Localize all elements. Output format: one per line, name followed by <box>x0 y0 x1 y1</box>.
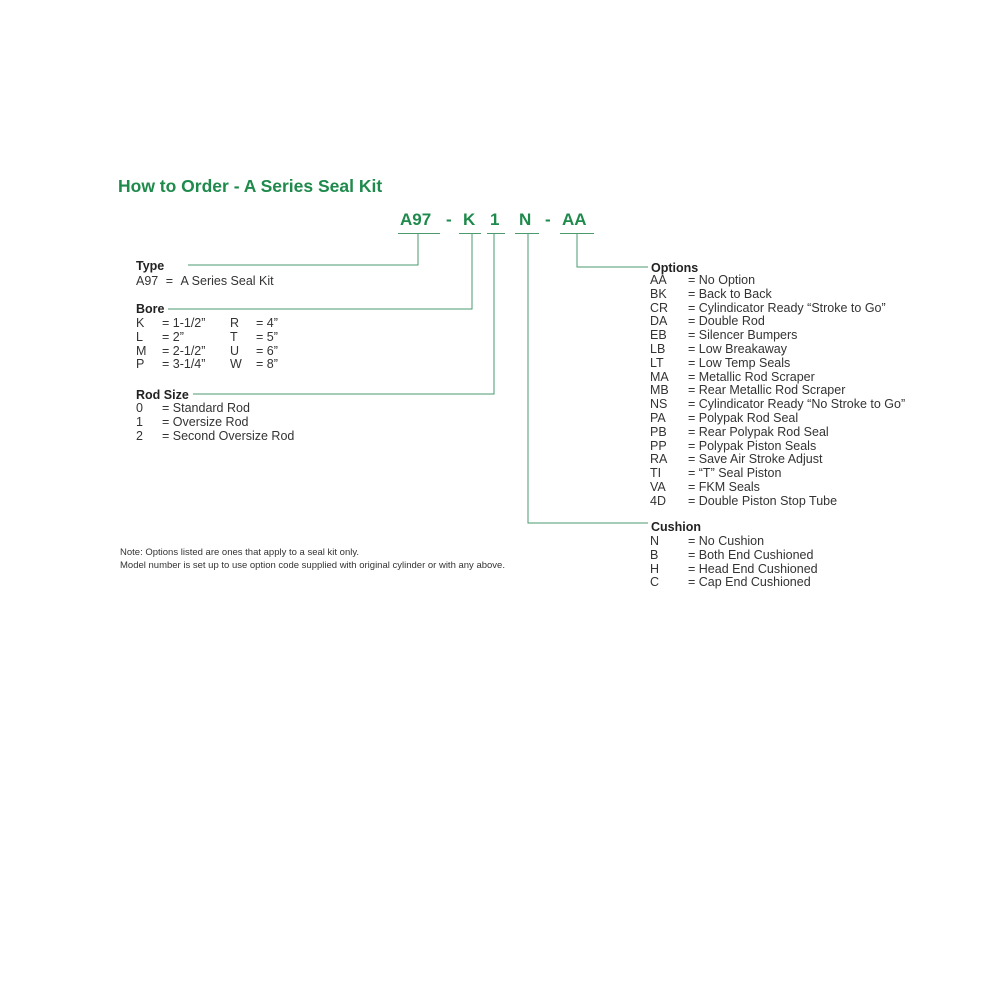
option-code: PB <box>650 424 667 439</box>
cushion-leader-line <box>528 233 648 523</box>
option-desc: = Save Air Stroke Adjust <box>688 452 823 467</box>
option-desc: = Metallic Rod Scraper <box>688 369 815 384</box>
options-leader-line <box>577 233 648 267</box>
option-desc: = No Option <box>688 273 756 287</box>
bore-row <box>136 331 278 345</box>
option-desc: = Polypak Piston Seals <box>688 438 817 453</box>
bore-leader-line <box>165 233 472 309</box>
list-item <box>650 398 905 412</box>
bore-code: W <box>230 357 242 372</box>
cushion-heading: Cushion <box>651 520 701 534</box>
bore-code: T <box>230 329 238 344</box>
list-item <box>650 274 905 288</box>
list-item <box>136 430 294 444</box>
bore-value: = 3-1/4” <box>162 357 206 372</box>
code-separator: - <box>446 210 452 229</box>
option-desc: = Cylindicator Ready “Stroke to Go” <box>688 300 886 315</box>
bore-row <box>136 345 278 359</box>
note-line: Model number is set up to use option code supplied with original cylinder or with any above. <box>120 560 505 571</box>
bore-value: = 2” <box>162 329 184 344</box>
bore-code: U <box>230 343 240 358</box>
cushion-code: N <box>650 534 660 548</box>
option-desc: = Silencer Bumpers <box>688 328 798 343</box>
list-item <box>650 302 905 316</box>
cushion-code: C <box>650 575 660 590</box>
option-desc: = Low Breakaway <box>688 341 788 356</box>
option-code: 4D <box>650 493 666 508</box>
option-code: EB <box>650 328 667 343</box>
bore-value: = 1-1/2” <box>162 316 206 330</box>
option-code: MA <box>650 369 669 384</box>
option-code: CR <box>650 300 669 315</box>
list-item <box>650 329 905 343</box>
list-item <box>650 576 818 590</box>
bore-heading: Bore <box>136 302 165 316</box>
code-bore-underline <box>459 233 481 234</box>
option-desc: = Polypak Rod Seal <box>688 410 799 425</box>
option-desc: = Back to Back <box>688 286 772 301</box>
option-desc: = “T” Seal Piston <box>688 466 782 481</box>
page-title: How to Order - A Series Seal Kit <box>118 176 383 196</box>
type-heading: Type <box>136 259 165 273</box>
bore-code: K <box>136 316 145 330</box>
rod-code: 1 <box>136 414 143 429</box>
list-item <box>650 467 905 481</box>
code-type-underline <box>398 233 440 234</box>
note <box>120 546 505 572</box>
option-code: AA <box>650 273 667 287</box>
list-item <box>650 563 818 577</box>
bore-value: = 6” <box>256 343 278 358</box>
option-desc: = Double Rod <box>688 314 765 329</box>
list-item <box>136 402 294 416</box>
rod-code: 2 <box>136 428 143 443</box>
bore-row <box>136 358 278 372</box>
list-item <box>650 343 905 357</box>
note-line: Note: Options listed are ones that apply to a seal kit only. <box>120 547 360 558</box>
option-desc: = Double Piston Stop Tube <box>688 493 838 508</box>
option-code: PA <box>650 410 666 425</box>
cushion-desc: = Cap End Cushioned <box>688 575 811 590</box>
list-item <box>650 315 905 329</box>
rod-size-list <box>136 402 294 443</box>
bore-code: M <box>136 343 147 358</box>
list-item <box>650 440 905 454</box>
list-item <box>650 535 818 549</box>
code-separator: - <box>545 210 551 229</box>
code-cushion: N <box>519 210 532 229</box>
list-item <box>650 549 818 563</box>
list-item <box>650 357 905 371</box>
rod-desc: = Standard Rod <box>162 401 250 415</box>
option-desc: = FKM Seals <box>688 479 760 494</box>
bore-value: = 4” <box>256 316 278 330</box>
list-item <box>650 481 905 495</box>
type-item <box>136 275 278 289</box>
bore-list <box>136 317 278 372</box>
type-desc: A Series Seal Kit <box>180 274 274 288</box>
type-code: A97 <box>136 274 159 288</box>
option-code: LB <box>650 341 666 356</box>
rod-desc: = Second Oversize Rod <box>162 428 295 443</box>
cushion-desc: = Both End Cushioned <box>688 547 814 562</box>
code-cushion-underline <box>515 233 539 234</box>
list-item <box>650 412 905 426</box>
list-item <box>650 495 905 509</box>
option-desc: = Low Temp Seals <box>688 355 791 370</box>
list-item <box>650 453 905 467</box>
cushion-code: H <box>650 561 660 576</box>
cushion-list <box>650 535 818 590</box>
options-list <box>650 274 905 509</box>
option-code: PP <box>650 438 667 453</box>
options-heading: Options <box>651 261 699 275</box>
cushion-code: B <box>650 547 659 562</box>
code-bore: K <box>463 210 476 229</box>
type-leader-line <box>188 233 418 265</box>
code-rod-underline <box>487 233 505 234</box>
option-desc: = Cylindicator Ready “No Stroke to Go” <box>688 397 906 412</box>
cushion-desc: = Head End Cushioned <box>688 561 818 576</box>
bore-code: R <box>230 316 240 330</box>
code-options-underline <box>560 233 594 234</box>
rod-desc: = Oversize Rod <box>162 414 249 429</box>
bore-row <box>136 317 278 331</box>
rod-size-heading: Rod Size <box>136 388 189 402</box>
list-item <box>650 371 905 385</box>
list-item <box>650 426 905 440</box>
option-desc: = Rear Metallic Rod Scraper <box>688 383 846 398</box>
rod-code: 0 <box>136 401 143 415</box>
bore-code: L <box>136 329 143 344</box>
option-desc: = Rear Polypak Rod Seal <box>688 424 829 439</box>
option-code: DA <box>650 314 668 329</box>
code-options: AA <box>562 210 587 229</box>
list-item <box>650 288 905 302</box>
code-type: A97 <box>400 210 432 229</box>
cushion-desc: = No Cushion <box>688 534 765 548</box>
bore-value: = 5” <box>256 329 278 344</box>
bore-code: P <box>136 357 145 372</box>
option-code: MB <box>650 383 669 398</box>
bore-value: = 8” <box>256 357 278 372</box>
option-code: VA <box>650 479 666 494</box>
option-code: RA <box>650 452 668 467</box>
option-code: BK <box>650 286 667 301</box>
list-item <box>650 384 905 398</box>
option-code: TI <box>650 466 662 481</box>
code-rod: 1 <box>490 210 500 229</box>
option-code: LT <box>650 355 664 370</box>
list-item <box>136 416 294 430</box>
type-eq: = <box>165 274 174 288</box>
option-code: NS <box>650 397 668 412</box>
bore-value: = 2-1/2” <box>162 343 206 358</box>
